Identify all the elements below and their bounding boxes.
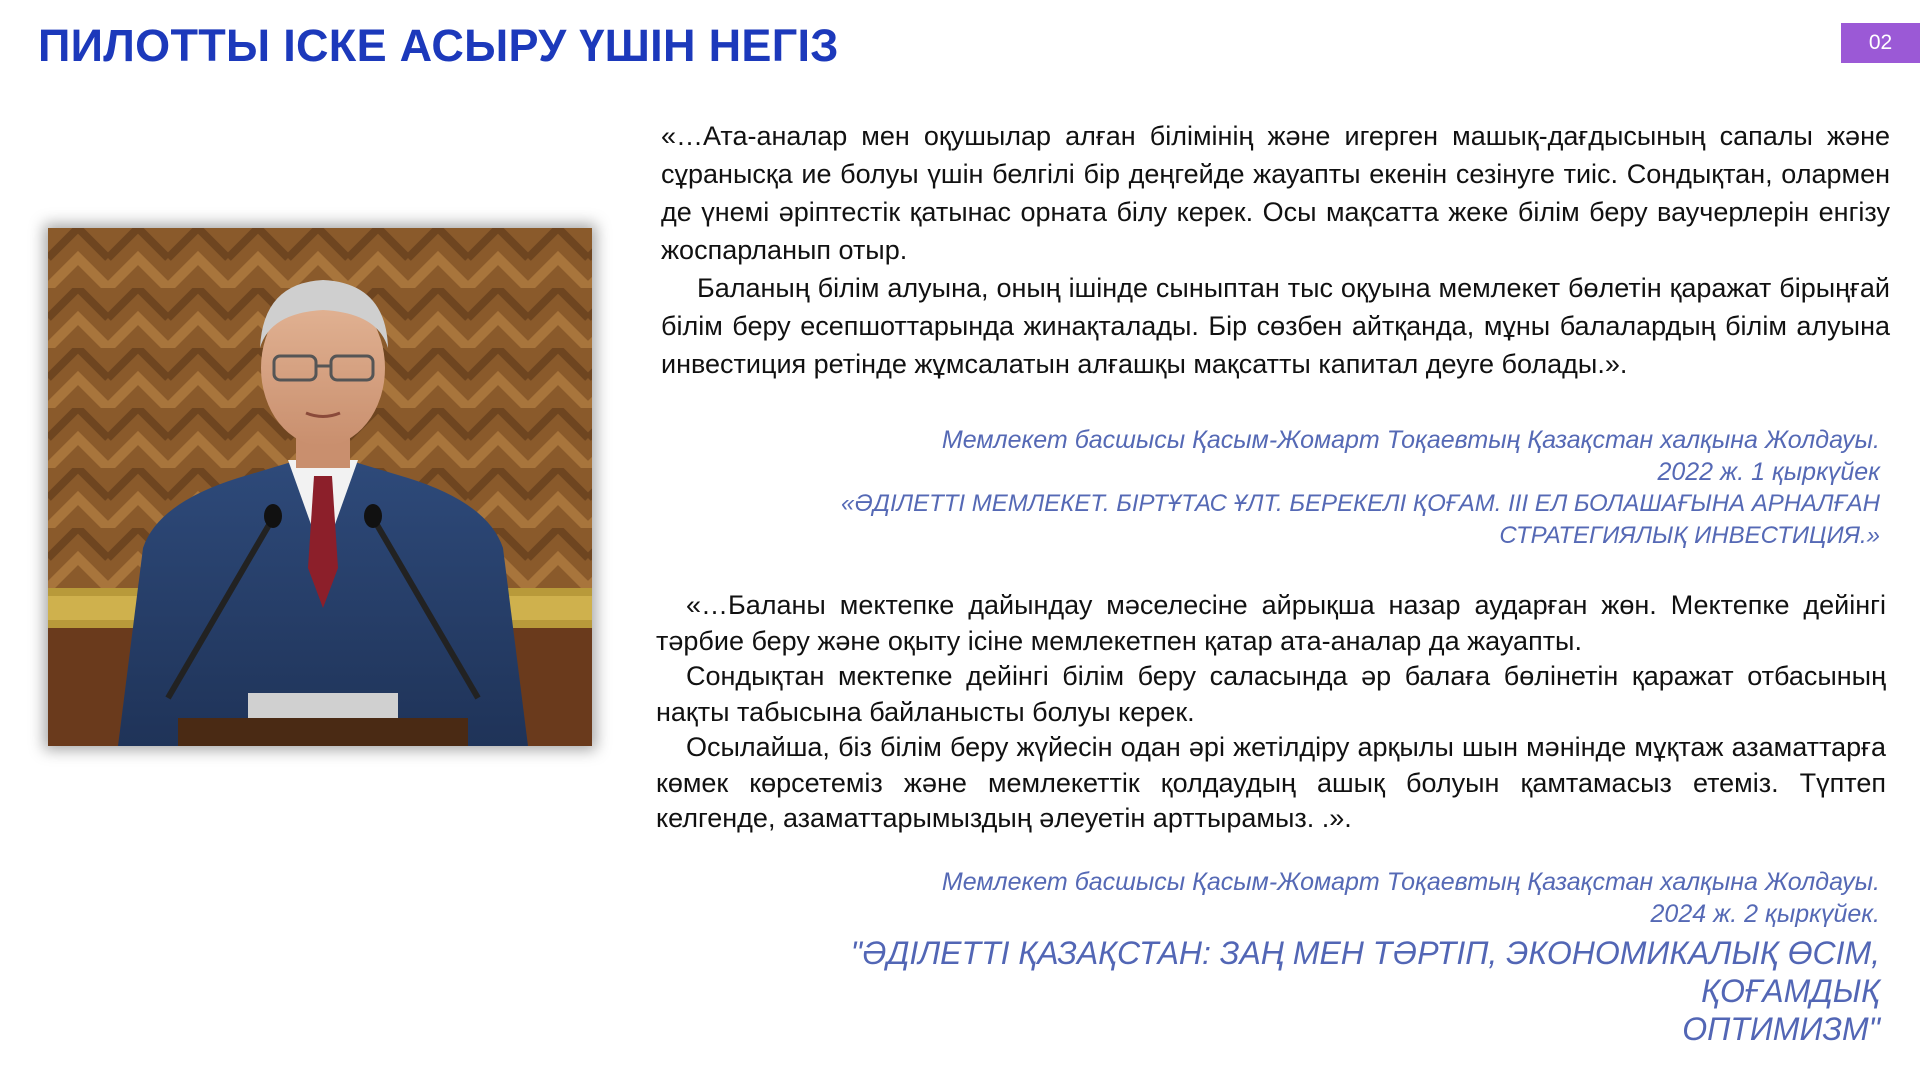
speaker-portrait-photo xyxy=(48,228,592,746)
citation-title-continued: ОПТИМИЗМ" xyxy=(1682,1011,1880,1047)
citation-source: Мемлекет басшысы Қасым-Жомарт Тоқаевтың Қазақстан халқына Жолдауы. xyxy=(941,868,1880,896)
citation-2022 xyxy=(680,424,1880,552)
citation-date: 2024 ж. 2 қыркүйек. xyxy=(1650,900,1880,928)
quote-paragraph: «…Баланы мектепке дайындау мәселесіне айрықша назар аударған жөн. Мектепке дейінгі тәрбие беру және оқыту ісіне мемлекетпен қатар ата-аналар да жауапты. xyxy=(656,590,1886,656)
citation-2024 xyxy=(680,866,1880,1048)
address-quote-2024 xyxy=(656,588,1886,837)
page-number-badge: 02 xyxy=(1841,23,1920,63)
citation-title: «ӘДІЛЕТТІ МЕМЛЕКЕТ. БІРТҰТАС ҰЛТ. БЕРЕКЕЛІ ҚОҒАМ. ІІІ ЕЛ БОЛАШАҒЫНА АРНАЛҒАН xyxy=(841,490,1880,517)
address-quote-2022 xyxy=(661,117,1890,383)
quote-paragraph: «…Ата-аналар мен оқушылар алған білімінің және игерген машық-дағдысының сапалы және сұранысқа ие болуы үшін белгілі бір деңгейде жауапты екенін сезінуге тиіс. Сондықтан, олармен де үнемі әріптестік қатынас орната білу керек. Осы мақсатта жеке білім беру ваучерлерін енгізу жоспарланып отыр. xyxy=(661,121,1890,265)
quote-paragraph: Осылайша, біз білім беру жүйесін одан әрі жетілдіру арқылы шын мәнінде мұқтаж азаматтарға көмек көрсетеміз және мемлекеттік қолдаудың ашық болуын қамтамасыз етеміз. Түптеп келгенде, азаматтарымыздың әлеуетін арттырамыз. .». xyxy=(656,732,1886,833)
portrait-illustration xyxy=(48,228,592,746)
citation-title-continued: СТРАТЕГИЯЛЫҚ ИНВЕСТИЦИЯ.» xyxy=(1499,522,1880,549)
quote-paragraph: Баланың білім алуына, оның ішінде сыныптан тыс оқуына мемлекет бөлетін қаражат бірыңғай білім беру есепшоттарында жинақталады. Бір сөзбен айтқанда, мұны балалардың білім алуына инвестиция ретінде жұмсалатын алғашқы мақсатты капитал деуге болады.». xyxy=(661,273,1890,379)
quote-paragraph: Сондықтан мектепке дейінгі білім беру саласында әр балаға бөлінетін қаражат отбасының нақты табысына байланысты болуы керек. xyxy=(656,661,1886,727)
citation-source: Мемлекет басшысы Қасым-Жомарт Тоқаевтың Қазақстан халқына Жолдауы. xyxy=(941,426,1880,454)
citation-date: 2022 ж. 1 қыркүйек xyxy=(1657,458,1880,486)
citation-title: "ӘДІЛЕТТІ ҚАЗАҚСТАН: ЗАҢ МЕН ТӘРТІП, ЭКОНОМИКАЛЫҚ ӨСІМ, ҚОҒАМДЫҚ xyxy=(850,935,1880,1009)
page-title: ПИЛОТТЫ ІСКЕ АСЫРУ ҮШІН НЕГІЗ xyxy=(38,20,839,71)
